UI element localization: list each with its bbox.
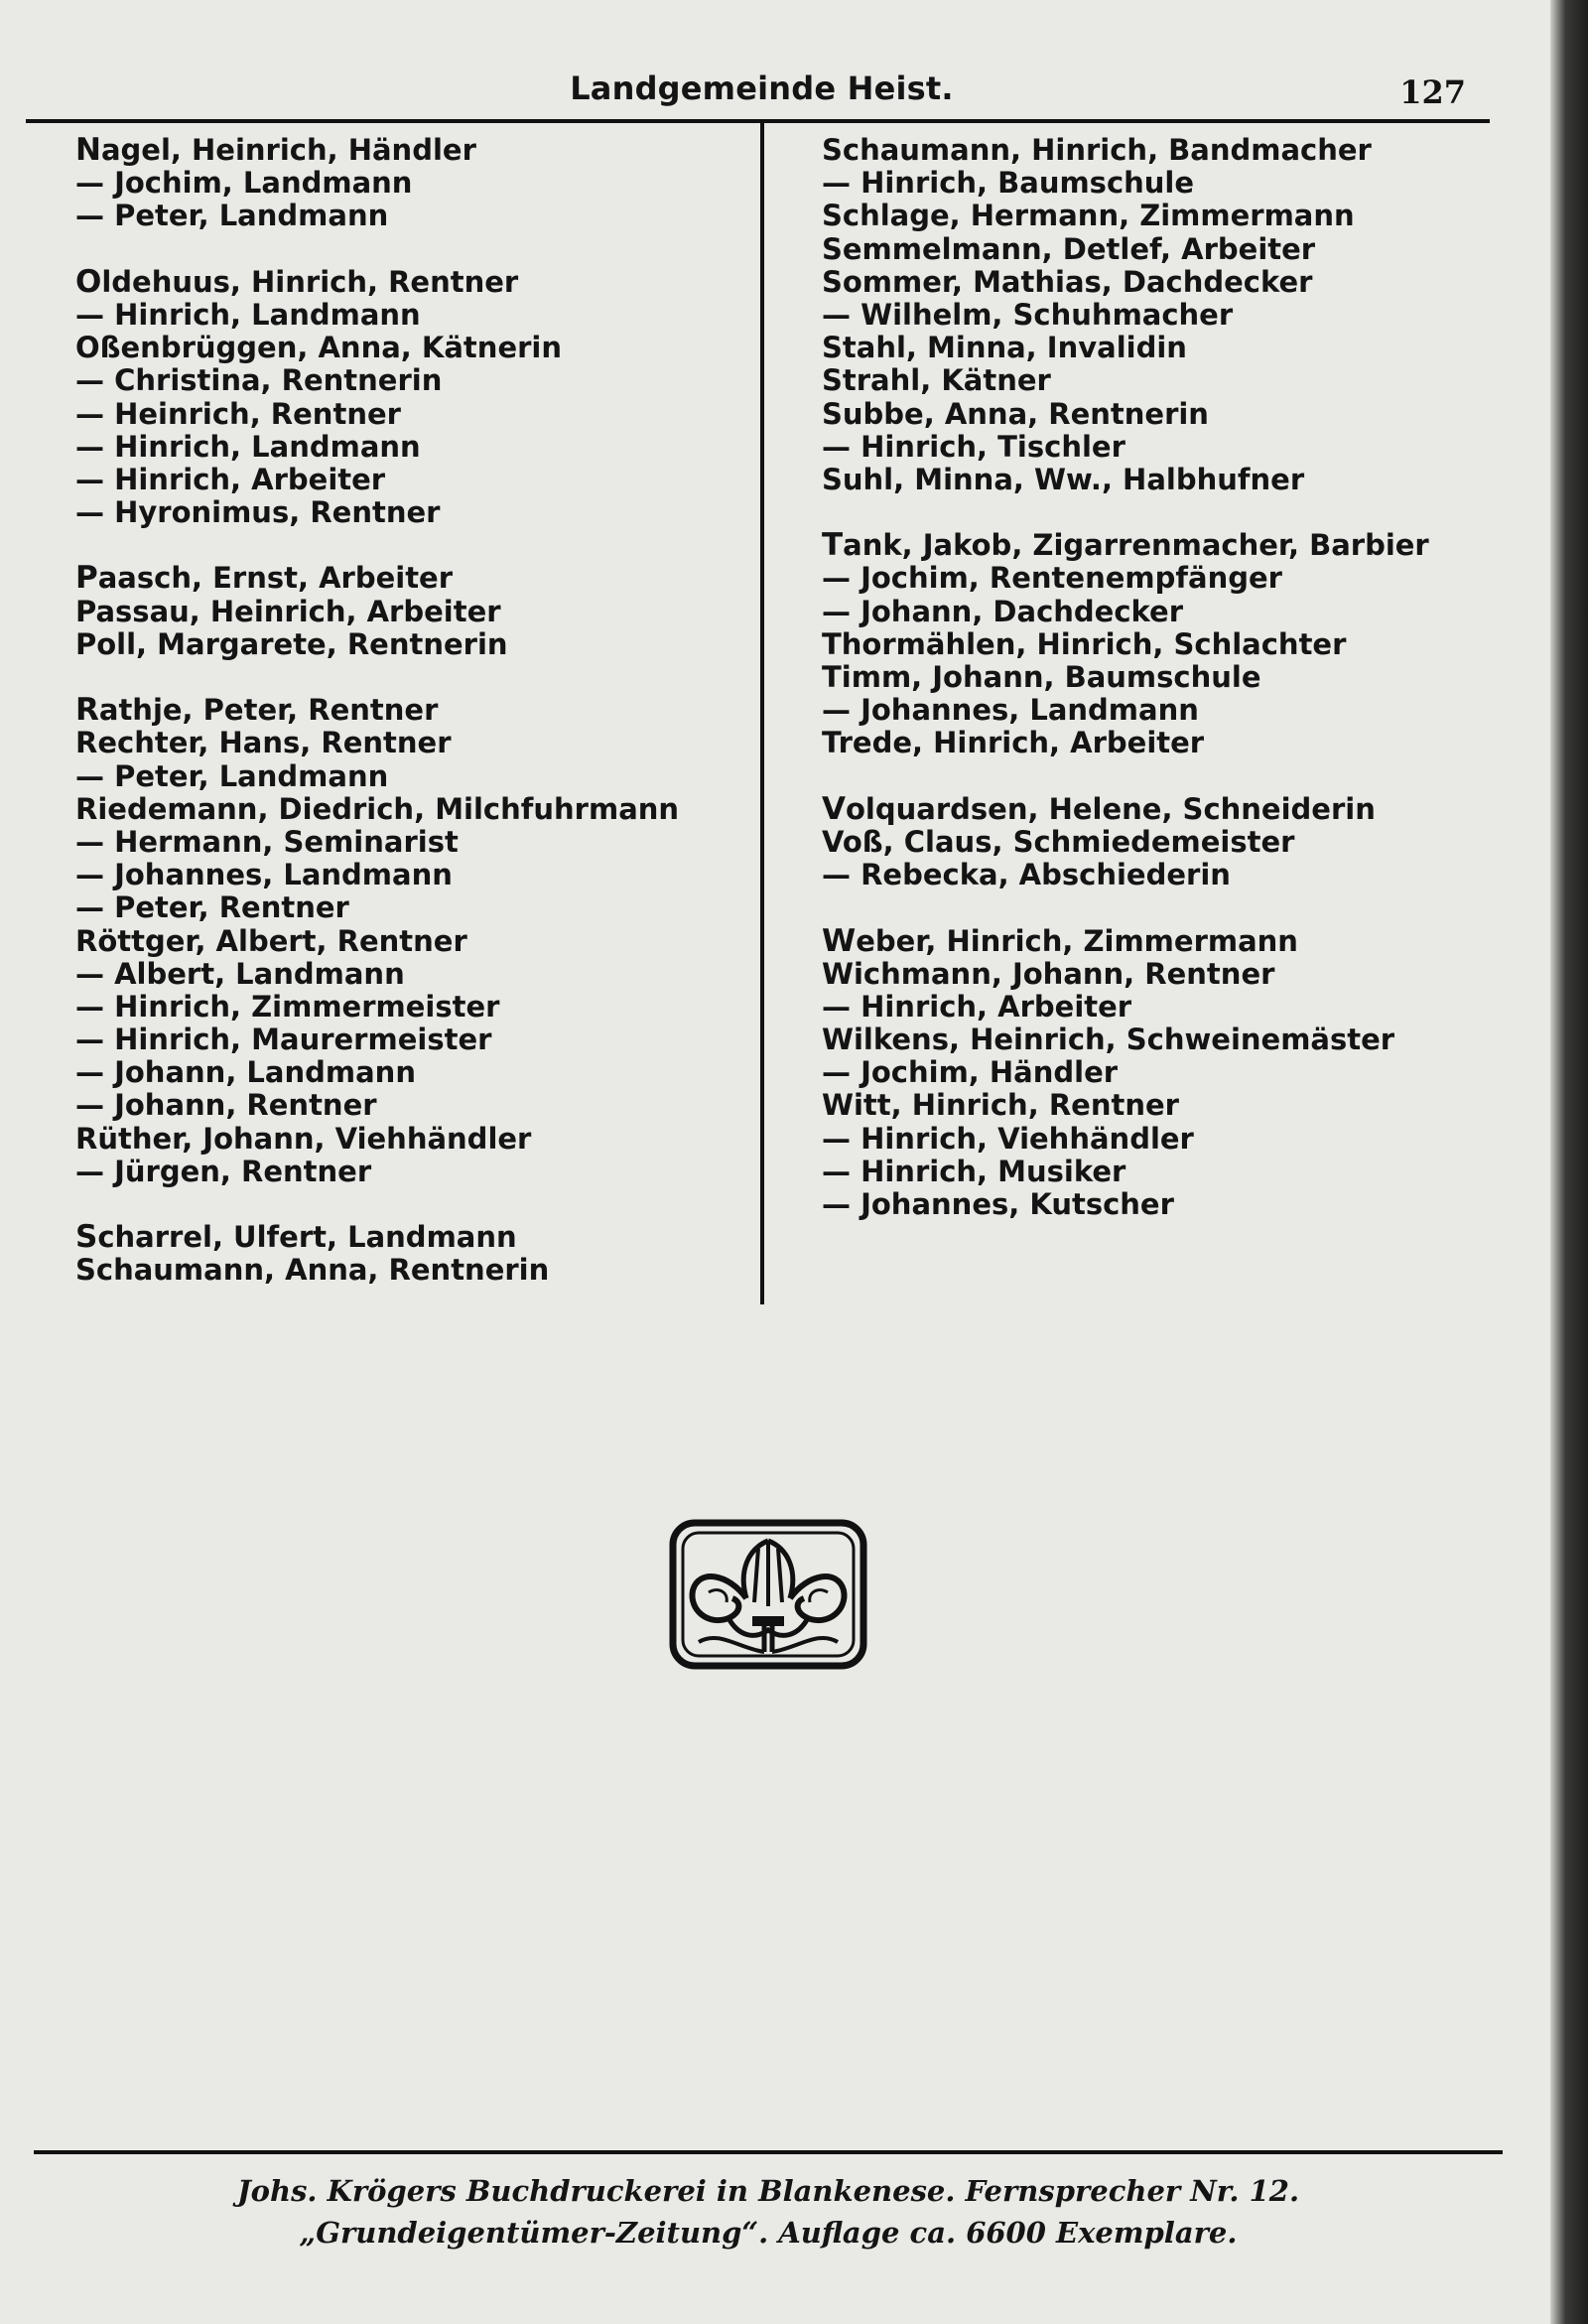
- entry-text: athje, Peter, Rentner: [98, 693, 439, 728]
- directory-entry: — Johannes, Landmann: [822, 693, 1199, 728]
- directory-entry: — Jochim, Landmann: [75, 166, 413, 201]
- directory-entry: Strahl, Kätner: [822, 363, 1051, 398]
- directory-entry: — Jürgen, Rentner: [75, 1154, 372, 1188]
- directory-entry: [75, 134, 750, 167]
- directory-entry: [75, 694, 750, 727]
- directory-entry: [75, 263, 750, 300]
- imprint-line-newspaper: „Grundeigentümer-Zeitung“. Auflage ca. 6600 Exemplare.: [299, 2216, 1238, 2250]
- directory-entry: [822, 790, 1477, 827]
- directory-entry: Witt, Hinrich, Rentner: [822, 1088, 1179, 1123]
- letter-initial: N: [75, 132, 101, 168]
- group-spacer: [75, 1188, 750, 1221]
- directory-entry: — Hinrich, Zimmermeister: [75, 989, 500, 1024]
- entry-text: olquardsen, Helene, Schneiderin: [846, 791, 1376, 826]
- directory-entry: [822, 529, 1477, 562]
- directory-entry: — Jochim, Händler: [822, 1055, 1119, 1090]
- directory-entry: Schaumann, Hinrich, Bandmacher: [822, 133, 1372, 167]
- directory-entry: Röttger, Albert, Rentner: [75, 923, 467, 958]
- directory-entry: — Peter, Rentner: [75, 890, 349, 925]
- directory-entry: — Rebecka, Abschiederin: [822, 858, 1231, 892]
- directory-entry: Sommer, Mathias, Dachdecker: [822, 264, 1313, 299]
- directory-entry: Timm, Johann, Baumschule: [822, 660, 1261, 694]
- group-spacer: [822, 891, 1477, 924]
- directory-entry: — Hinrich, Viehhändler: [822, 1121, 1194, 1156]
- letter-initial: P: [75, 560, 98, 597]
- directory-entry: — Hinrich, Landmann: [75, 429, 421, 464]
- directory-entry: Trede, Hinrich, Arbeiter: [822, 726, 1205, 760]
- entry-text: charrel, Ulfert, Landmann: [97, 1220, 517, 1255]
- art-nouveau-palmette-ornament-icon: [669, 1519, 867, 1670]
- directory-entry: Riedemann, Diedrich, Milchfuhrmann: [75, 791, 680, 826]
- directory-entry: Rüther, Johann, Viehhändler: [75, 1121, 532, 1156]
- directory-entry: [75, 1221, 750, 1254]
- directory-entry: — Hinrich, Baumschule: [822, 166, 1195, 201]
- group-spacer: [75, 529, 750, 562]
- directory-entry: Oßenbrüggen, Anna, Kätnerin: [75, 331, 562, 365]
- directory-entry: — Peter, Landmann: [75, 199, 389, 233]
- page-header: [30, 62, 1494, 121]
- entry-text: aasch, Ernst, Arbeiter: [97, 561, 454, 596]
- group-spacer: [822, 496, 1477, 529]
- directory-entry: Rechter, Hans, Rentner: [75, 726, 452, 760]
- directory-entry: — Johann, Dachdecker: [822, 594, 1184, 628]
- column-divider: [760, 123, 764, 1304]
- directory-entry: Suhl, Minna, Ww., Halbhufner: [822, 462, 1305, 496]
- directory-entry: — Hermann, Seminarist: [75, 824, 459, 859]
- letter-initial: W: [822, 922, 857, 959]
- directory-entry: Semmelmann, Detlef, Arbeiter: [822, 231, 1316, 266]
- footer-rule: [34, 2150, 1503, 2154]
- entry-text: ank, Jakob, Zigarrenmacher, Barbier: [843, 528, 1429, 563]
- directory-entry: Poll, Margarete, Rentnerin: [75, 626, 508, 661]
- directory-entry: Schlage, Hermann, Zimmermann: [822, 199, 1355, 233]
- directory-entry: Wilkens, Heinrich, Schweinemäster: [822, 1023, 1395, 1057]
- directory-entry: — Jochim, Rentenempfänger: [822, 561, 1282, 596]
- directory-entry: — Christina, Rentnerin: [75, 363, 443, 398]
- directory-entry: — Wilhelm, Schuhmacher: [822, 297, 1234, 332]
- left-column: [75, 134, 750, 1288]
- group-spacer: [822, 760, 1477, 793]
- directory-entry: — Johannes, Landmann: [75, 858, 453, 892]
- entry-text: eber, Hinrich, Zimmermann: [856, 923, 1298, 958]
- letter-initial: T: [822, 527, 844, 564]
- directory-entry: Subbe, Anna, Rentnerin: [822, 396, 1209, 431]
- directory-entry: — Hinrich, Maurermeister: [75, 1023, 492, 1057]
- directory-entry: — Hinrich, Musiker: [822, 1154, 1126, 1188]
- header-rule: [26, 119, 1490, 123]
- right-column: [822, 134, 1477, 1221]
- imprint-line-printer: Johs. Krögers Buchdruckerei in Blankenese. Fernsprecher Nr. 12.: [236, 2174, 1300, 2208]
- directory-entry: — Hinrich, Arbeiter: [822, 989, 1132, 1024]
- directory-entry: — Johann, Rentner: [75, 1088, 377, 1123]
- page-number: 127: [1399, 73, 1466, 111]
- directory-entry: [822, 922, 1477, 959]
- directory-entry: — Johannes, Kutscher: [822, 1187, 1174, 1221]
- directory-entry: — Peter, Landmann: [75, 758, 389, 793]
- directory-entry: — Hinrich, Tischler: [822, 429, 1125, 464]
- page-edge: [1550, 0, 1588, 2324]
- directory-entry: — Hinrich, Arbeiter: [75, 462, 386, 496]
- directory-entry: Stahl, Minna, Invalidin: [822, 331, 1187, 365]
- group-spacer: [75, 661, 750, 694]
- page-title: Landgemeinde Heist.: [570, 69, 954, 107]
- group-spacer: [75, 233, 750, 266]
- directory-entry: — Hinrich, Landmann: [75, 297, 421, 332]
- directory-entry: Thormählen, Hinrich, Schlachter: [822, 626, 1347, 661]
- directory-entry: — Heinrich, Rentner: [75, 396, 401, 431]
- directory-entry: Wichmann, Johann, Rentner: [822, 956, 1275, 991]
- directory-entry: — Hyronimus, Rentner: [75, 495, 441, 530]
- imprint-footer: [34, 2170, 1503, 2254]
- letter-initial: S: [75, 1219, 98, 1256]
- entry-text: ldehuus, Hinrich, Rentner: [101, 264, 519, 299]
- directory-entry: [75, 562, 750, 595]
- directory-entry: — Johann, Landmann: [75, 1055, 416, 1090]
- directory-entry: Voß, Claus, Schmiedemeister: [822, 824, 1295, 859]
- letter-initial: V: [822, 790, 846, 827]
- letter-initial: O: [75, 263, 102, 300]
- directory-entry: Passau, Heinrich, Arbeiter: [75, 594, 501, 628]
- letter-initial: R: [75, 692, 99, 729]
- directory-entry: Schaumann, Anna, Rentnerin: [75, 1253, 550, 1288]
- directory-entry: — Albert, Landmann: [75, 956, 405, 991]
- entry-text: agel, Heinrich, Händler: [100, 133, 476, 167]
